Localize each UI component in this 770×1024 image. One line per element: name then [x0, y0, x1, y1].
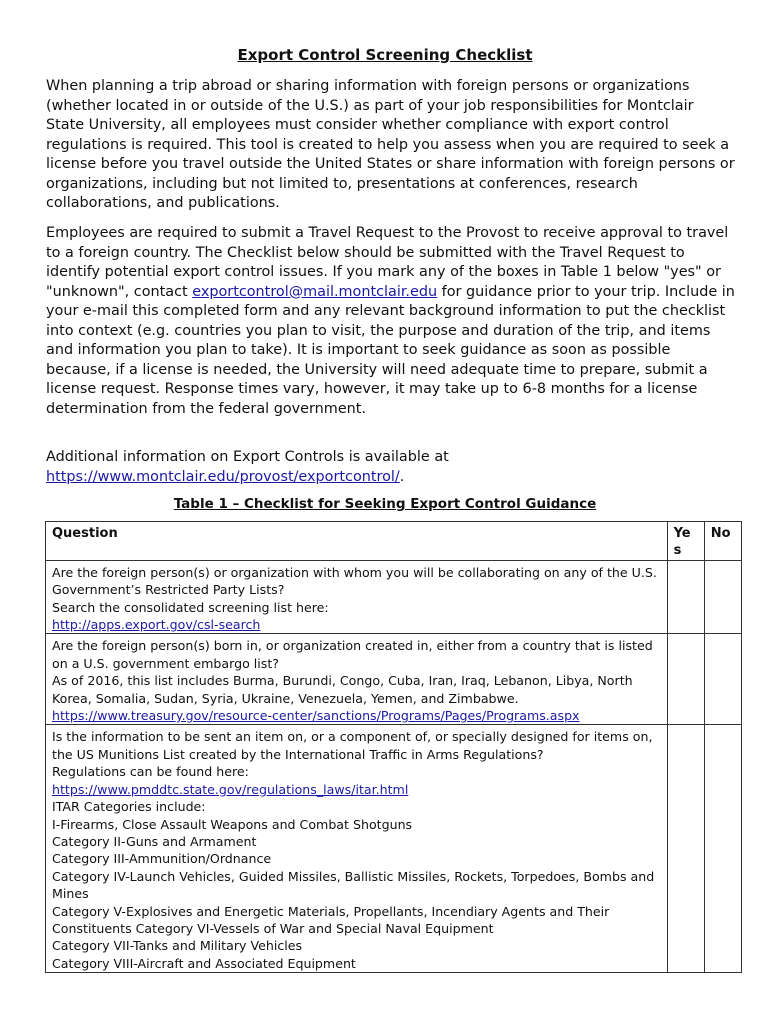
table-row [46, 725, 742, 973]
checklist-table [45, 521, 742, 973]
additional-info-paragraph [46, 448, 736, 487]
yes-checkbox-cell[interactable] [667, 560, 704, 634]
instructions-text-after: for guidance prior to your trip. Include in your e-mail this completed form and any relevant background information to put the checklist into context (e.g. countries you plan to visit, the purpose and duration of the trip, and items and information you plan to take). It is important to seek guidance as soon as possible because, if a license is needed, the University will need adequate time to prepare, submit a license request. Response times vary, however, it may take up to 6-8 months for a license determination from the federal government. [46, 283, 735, 417]
restricted-party-list-link[interactable]: http://apps.export.gov/csl-search [52, 617, 261, 633]
question-text: Are the foreign person(s) born in, or organization created in, either from a country that is listed on a U.S. government embargo list? [52, 638, 653, 671]
table-header-row [46, 522, 742, 561]
contact-email-link[interactable]: exportcontrol@mail.montclair.edu [192, 283, 438, 300]
no-checkbox-cell[interactable] [704, 634, 741, 725]
itar-categories-heading: ITAR Categories include: [52, 799, 206, 815]
itar-category-item: Category II-Guns and Armament [52, 833, 257, 849]
table-row [46, 560, 742, 634]
intro-paragraph: When planning a trip abroad or sharing information with foreign persons or organizations (whether located in or outside of the U.S.) as part of your job responsibilities for Montclair State University, all employees must consider whether compliance with export control regulations is required. This tool is created to help you assess when you are required to seek a license before you travel outside the United States or share information with foreign persons or organizations, including but not limited to, presentations at conferences, research collaborations, and publications. [46, 78, 735, 211]
table-row [46, 634, 742, 725]
question-cell [46, 560, 668, 634]
question-note: As of 2016, this list includes Burma, Burundi, Congo, Cuba, Iran, Iraq, Lebanon, Libya, North Korea, Somalia, Sudan, Syria, Ukraine, Venezuela, Yemen, and Zimbabwe. [52, 673, 633, 706]
yes-checkbox-cell[interactable] [667, 725, 704, 973]
question-note: Regulations can be found here: [52, 764, 249, 780]
question-cell [46, 634, 668, 725]
additional-info-text: Additional information on Export Controls is available at [46, 449, 449, 465]
question-text: Are the foreign person(s) or organization with whom you will be collaborating on any of the U.S. Government’s Restricted Party Lists? [52, 564, 657, 598]
question-text: Is the information to be sent an item on, or a component of, or specially designed for items on, the US Munitions List created by the International Traffic in Arms Regulations? [52, 729, 653, 762]
no-checkbox-cell[interactable] [704, 560, 741, 634]
yes-checkbox-cell[interactable] [667, 634, 704, 725]
question-column-header: Question [46, 522, 668, 561]
additional-info-tail: . [399, 468, 405, 485]
no-column-header: No [704, 522, 741, 561]
question-note: Search the consolidated screening list here: [52, 599, 329, 615]
itar-regulations-link[interactable]: https://www.pmddtc.state.gov/regulations_laws/itar.html [52, 781, 409, 797]
itar-category-item: Category V-Explosives and Energetic Materials, Propellants, Incendiary Agents and Their Constituents Category VI-Vessels of War and Special Naval Equipment [52, 903, 610, 936]
itar-category-item: I-Firearms, Close Assault Weapons and Combat Shotguns [52, 816, 413, 832]
export-control-site-link[interactable]: https://www.montclair.edu/provost/exportcontrol/ [46, 468, 400, 485]
embargo-programs-link[interactable]: https://www.treasury.gov/resource-center/sanctions/Programs/Pages/Programs.aspx [52, 708, 580, 724]
yes-column-header: Ye s [667, 522, 704, 561]
instructions-paragraph [46, 224, 736, 419]
page-title: Export Control Screening Checklist [237, 46, 533, 64]
question-cell [46, 725, 668, 973]
itar-category-item: Category III-Ammunition/Ordnance [52, 851, 272, 867]
table-caption: Table 1 – Checklist for Seeking Export Control Guidance [173, 496, 597, 512]
itar-category-item: Category VIII-Aircraft and Associated Equipment [52, 955, 356, 971]
itar-category-item: Category VII-Tanks and Military Vehicles [52, 938, 303, 954]
instructions-text-before: Employees are required to submit a Travel Request to the Provost to receive approval to travel to a foreign country. The Checklist below should be submitted with the Travel Request to identify potential export control issues. If you mark any of the boxes in Table 1 below "yes" or "unknown", contact [46, 225, 729, 300]
no-checkbox-cell[interactable] [704, 725, 741, 973]
itar-category-item: Category IV-Launch Vehicles, Guided Missiles, Ballistic Missiles, Rockets, Torpedoes, Bombs and Mines [52, 868, 655, 902]
